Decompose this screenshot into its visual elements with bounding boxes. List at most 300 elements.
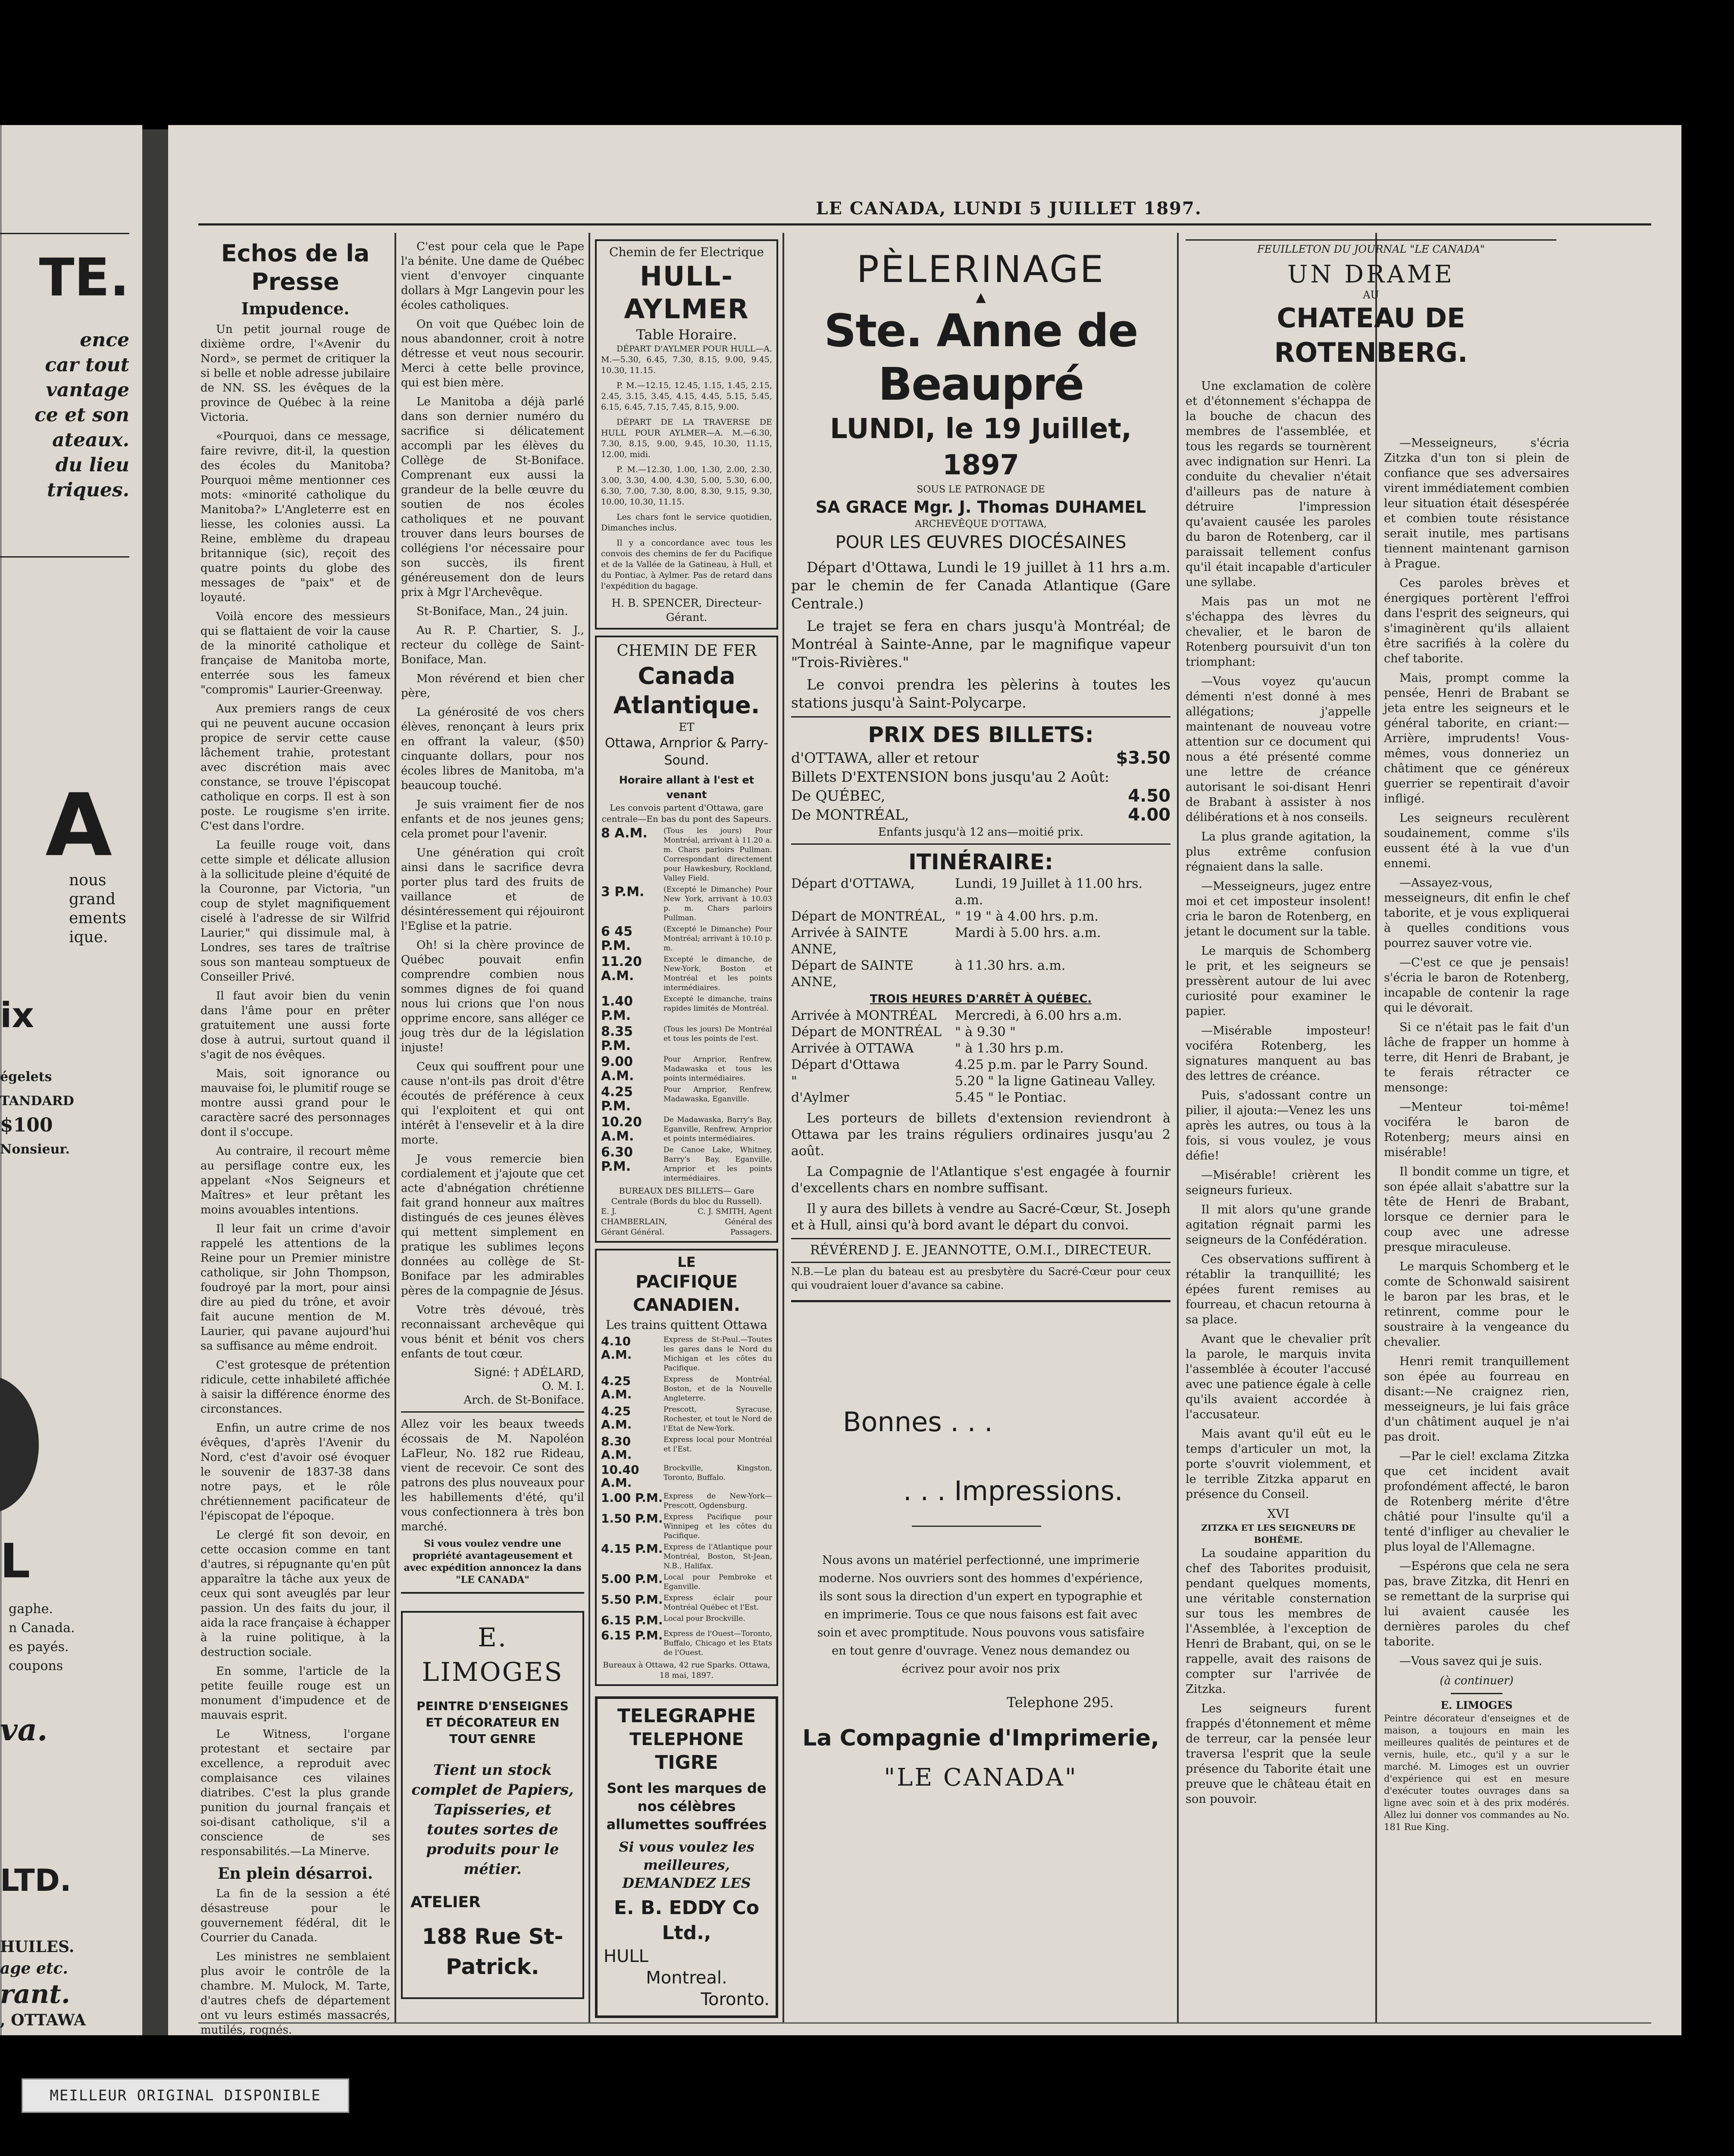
timetable-row [601, 1593, 772, 1612]
ad-atelier: ATELIER [410, 1893, 481, 1911]
ad-company: "LE CANADA" [884, 1764, 1078, 1792]
paragraph: —C'est ce que je pensais! s'écria le baron de Rotenberg, incapable de contenir la rage qui le dévorait. [1384, 956, 1569, 1015]
paragraph: Mais pas un mot ne s'échappa des lèvres du chevalier, et le baron de Rotenberg poursuivit d'un ton triomphant: [1186, 595, 1371, 669]
director: RÉVÉREND J. E. JEANNOTTE, O.M.I., DIRECTEUR. [810, 1243, 1152, 1258]
paragraph: Avant que le chevalier prît la parole, le marquis invita l'assemblée à écouter l'accusé avec une patience égale à celle qu'ils avaient accordée à l'accusateur. [1186, 1332, 1371, 1421]
itinerary-place: Arrivée à OTTAWA [791, 1041, 914, 1056]
ad-line: Chemin de fer Electrique [609, 245, 764, 259]
price-list [791, 749, 1171, 824]
paragraph: C'est grotesque de prétention ridicule, cette inhabileté affichée à saisir la différence énorme des circonstances. [200, 1359, 390, 1416]
ad-line: SA GRACE Mgr. J. Thomas DUHAMEL [815, 498, 1146, 517]
paragraph: —Espérons que cela ne sera pas, brave Zitzka, dit Henri en se remettant de la surprise qui lui avaient causée les dernières paroles du chef taborite. [1384, 1560, 1569, 1648]
paragraph: Le marquis de Schomberg le prit, et les seigneurs se pressèrent autour de lui avec curiosité pour examiner le papier. [1186, 944, 1371, 1018]
ad-sign: C. J. SMITH, Agent Général des Passagers. [698, 1207, 772, 1237]
timetable-row [601, 1435, 772, 1462]
timetable-row: Les chars font le service quotidien, Dimanches inclus. [601, 512, 772, 533]
column-echos [200, 239, 390, 2035]
left-fragment: va. [0, 1712, 48, 1748]
timetable-text: Excepté le dimanche, trains rapides limités de Montréal. [664, 995, 772, 1013]
paragraph: Je suis vraiment fier de nos enfants et de nos jeunes gens; cela promet pour l'avenir. [401, 798, 584, 840]
itinerary-row [791, 1040, 1171, 1057]
ad-phone: Telephone 295. [1007, 1694, 1114, 1711]
paragraph: Les porteurs de billets d'extension reviendront à Ottawa par les trains réguliers ordinaires jusqu'au 2 août. [791, 1111, 1171, 1159]
timetable-time: 1.40 P.M. [601, 994, 633, 1023]
itinerary-place: d'Aylmer [791, 1090, 849, 1105]
left-fragment: Nonsieur. [0, 1142, 70, 1157]
itinerary-place: Départ de SAINTE ANNE, [791, 958, 914, 990]
paragraph: Il y aura des billets à vendre au Sacré-Cœur, St. Joseph et à Hull, ainsi qu'à bord avant le départ du convoi. [791, 1201, 1171, 1233]
timetable-row [601, 1055, 772, 1083]
timetable-text: Local pour Brockville. [664, 1614, 745, 1623]
itinerary-time: " 19 " à 4.00 hrs. p.m. [955, 909, 1099, 924]
ad-line: TIGRE [655, 1751, 718, 1774]
paragraph: Oh! si la chère province de Québec pouvait enfin comprendre combien nous sommes dignes de foi quand nous lui crions que l'on nous opprime encore, sans alléger ce joug très dur de la législation injuste! [401, 939, 584, 1054]
left-fragment-l: L [0, 1533, 31, 1589]
timetable-text: Express de l'Ouest—Toronto, Buffalo, Chicago et les Etats de l'Ouest. [664, 1629, 772, 1657]
ad-sign: H. B. SPENCER, Directeur-Gérant. [611, 597, 762, 624]
left-fragment: rant. [0, 1979, 70, 2009]
itinerary-row [791, 925, 1171, 958]
paragraph: Mais avant qu'il eût eu le temps d'articuler un mot, la porte s'ouvrit violemment, et le terrible Zitzka apparut en présence du Conseil. [1186, 1427, 1371, 1501]
timetable-text: Local pour Pembroke et Eganville. [664, 1573, 772, 1592]
timetable-text: (Excepté le Dimanche) Pour New York, arrivant à 10.03 p. m. Chars parloirs Pullman. [664, 885, 772, 922]
paragraph: La générosité de vos chers élèves, renonçant à leurs prix en offrant la valeur, ($50) cinquante dollars, pour nos écoles libres de Manitoba, m'a beaucoup touché. [401, 706, 584, 792]
column-manitoba [401, 239, 584, 2035]
ad-canada-atlantique [595, 636, 778, 1243]
left-fragment: du lieu [55, 454, 129, 476]
ad-line: Sont les marques de nos célèbres allumettes souffrées [606, 1780, 767, 1833]
timetable-row: P. M.—12.30, 1.00, 1.30, 2.00, 2.30, 3.00, 3.30, 4.00, 4.30, 5.00, 5.30, 6.00, 6.30, 7.00, 7.30, 8.00, 8.30, 9.15, 9.30, 10.00, 10.30, 11.15. [601, 465, 772, 507]
timetable-row [601, 994, 772, 1023]
itinerary-list [791, 1008, 1171, 1106]
paragraph: La feuille rouge voit, dans cette simple et délicate allusion à la sollicitude pleine d'équité de la Couronne, par Victoria, "un coup de stylet magnifiquement ciselé à l'adresse de sir Wilfrid Laurier," qui dissimule mal, à Londres, ses tares de traîtrise sous son manteau somptueux de Conseiller Privé. [200, 839, 390, 984]
ad-text [791, 1110, 1171, 1234]
left-fragment: LTD. [0, 1863, 72, 1898]
article-body [401, 239, 584, 1361]
itinerary-time: 5.45 " le Pontiac. [955, 1090, 1067, 1105]
left-fragment: , OTTAWA [0, 2011, 86, 2029]
timetable-time: 8.30 A.M. [601, 1434, 632, 1462]
paragraph: La Compagnie de l'Atlantique s'est engagée à fournir d'excellents chars en nombre suffisant. [791, 1164, 1171, 1196]
article-title: En plein désarroi. [217, 1865, 373, 1883]
paragraph: Il leur fait un crime d'avoir rappelé les attentions de la Reine pour un Premier ministre catholique, sir John Thompson, foudroyé par la mort, pour ainsi dire au pied du trône, et avoir fait aucune mention de M. Laurier, qui pavane aujourd'hui sa suffisance au même endroit. [200, 1222, 390, 1353]
itinerary-list [791, 876, 1171, 990]
paragraph: La soudaine apparition du chef des Taborites produisit, pendant quelques moments, une véritable consternation sur tous les membres de l'Assemblée, à l'exception de Henri de Brabant, qui, on se le rappelle, avait des raisons de compter sur l'arrivée de Zitzka. [1186, 1547, 1371, 1696]
itinerary-row [791, 1090, 1171, 1106]
paragraph: Le trajet se fera en chars jusqu'à Montréal; de Montréal à Sainte-Anne, par le magnifique vapeur "Trois-Rivières." [791, 617, 1171, 671]
timetable [601, 1335, 772, 1658]
timetable-row [601, 955, 772, 993]
price-row [791, 768, 1171, 787]
column-pelerinage: PÈLERINAGE ▲ Ste. Anne de Beaupré LUNDI, le 19 Juillet, 1897 SOUS LE PATRONAGE DE SA GRACE Mgr. J. Thomas DUHAMEL ARCHEVÊQUE D'OTTAWA, POUR LES ŒUVRES DIOCÉSAINES Départ d'Ottawa, Lundi le 19 juillet à 11 hrs a.m. par le chemin de fer Canada Atlantique (Gare Centrale.) Le trajet se fera en chars jusqu'à Montréal; de Montréal à Sainte-Anne, par le magnifique vapeur "Trois-Rivières." Le convoi prendra les pèlerins à toutes les stations jusqu'à Saint-Polycarpe. PRIX DES BILLETS: d'OTTAWA, aller et retour $3.50 Billets D'EXTENSION bons jusqu'au 2 Août: De QUÉBEC, 4.50 De MONTRÉAL, 4.00 Enfants jusqu'à 12 ans—moitié prix. ITINÉRAIRE: Départ d'OTTAWA, Lundi, 19 Juillet à 11.00 hrs. a.m. Départ de MONTRÉAL, " 19 " à 4.00 hrs. p.m. Arrivée à SAINTE ANNE, Mardi à 5.00 hrs. a.m. Départ de SAINTE ANNE, à 11.30 hrs. a.m. TROIS HEURES D'ARRÊT À QUÉBEC. Arrivée à MONTRÉAL Mercredi, à 6.00 hrs a.m. Départ de MONTRÉAL " à 9.30 " Arrivée à OTTAWA " à 1.30 hrs p.m. Départ d'Ottawa 4.25 p.m. par le Parry Sound. " 5.20 " la ligne Gatineau Valley. d'Aylmer 5.45 " le Pontiac. Les porteurs de billets d'extension reviendront à Ottawa par les trains réguliers ordinaires jusqu'au 2 août. La Compagnie de l'Atlantique s'est engagée à fournir d'excellents chars en nombre suffisant. Il y aura des billets à vendre au Sacré-Cœur, St. Joseph et à Hull, ainsi qu'à bord avant le départ du convoi. RÉVÉREND J. E. JEANNOTTE, O.M.I., DIRECTEUR. N.B.—Le plan du bateau est au presbytère du Sacré-Cœur pour ceux qui voudraient louer d'avance sa cabine. Bonnes . . . . . . Impressions. Nous avons un matériel perfectionné, une imprimerie moderne. Nos ouvriers sont des hommes d'expérience, ils sont sous la direction d'un expert en typographie et en imprimerie. Tous ce que nous faisons est fait avec soin et avec promptitude. Nous pouvons vous satisfaire en tout genre d'ouvrage. Venez nous demandez ou écrivez pour avoir nos prix Telephone 295. La Compagnie d'Imprimerie, "LE CANADA" [791, 239, 1171, 1827]
paragraph: Les seigneurs reculèrent soudainement, comme s'ils eussent été à la vue d'un ennemi. [1384, 812, 1569, 870]
signature [401, 1366, 584, 1407]
itinerary-row [791, 876, 1171, 909]
itinerary-place: " [791, 1074, 797, 1089]
left-fragment: HUILES. [0, 1938, 75, 1956]
timetable-time: 10.20 A.M. [601, 1115, 642, 1144]
story-title: CHATEAU DE ROTENBERG. [1274, 302, 1468, 368]
itinerary-place: Départ d'Ottawa [791, 1057, 900, 1072]
ad-title: PÈLERINAGE [856, 248, 1105, 291]
timetable-row [601, 1025, 772, 1053]
signature-line: Signé: † ADÉLARD, [474, 1366, 584, 1379]
left-fragment-a: A [45, 775, 112, 876]
timetable-row [601, 1463, 772, 1490]
itinerary-time: 4.25 p.m. par le Parry Sound. [955, 1057, 1149, 1072]
paragraph: Ces paroles brèves et énergiques portèrent l'effroi dans l'esprit des seigneurs, qui s'imaginèrent qu'ils allaient être sacrifiés à la colère du chef taborite. [1384, 577, 1569, 665]
timetable-row [601, 1614, 772, 1627]
paragraph: Ces observations suffirent à rétablir la tranquillité; les épées furent remises au fourreau, et chacun retourna à sa place. [1186, 1253, 1371, 1326]
timetable-time: 4.25 A.M. [601, 1374, 632, 1401]
price-row [791, 749, 1171, 768]
column-feuilleton-2 [1384, 436, 1569, 1833]
timetable-text: Express de Montréal, Boston, et de la Nouvelle Angleterre. [664, 1375, 772, 1403]
story-title: AU [1363, 289, 1379, 301]
ad-pacifique-canadien [595, 1249, 778, 1686]
timetable-row [601, 924, 772, 953]
left-fragment: es payés. [9, 1639, 69, 1655]
ad-line: Horaire allant à l'est et venant [619, 774, 754, 801]
section-heading: Echos de la Presse [221, 240, 370, 295]
ad-line: E. B. EDDY Co Ltd., [613, 1896, 760, 1944]
ad-line: POUR LES ŒUVRES DIOCÉSAINES [835, 533, 1127, 552]
timetable-text: De Canoe Lake, Whitney, Barry's Bay, Eganville, Arnprior et les points intermédiaires. [664, 1146, 772, 1183]
ad-name: E. LIMOGES [1440, 1699, 1513, 1711]
itinerary-time: Mercredi, à 6.00 hrs a.m. [955, 1008, 1122, 1023]
left-page-fragment [0, 125, 142, 2035]
timetable-row [601, 1085, 772, 1113]
ad-footer: Bureaux à Ottawa, 42 rue Sparks. Ottawa, 18 mai, 1897. [603, 1660, 770, 1680]
paragraph: La plus grande agitation, la plus extrême confusion régnaient dans la salle. [1186, 830, 1371, 874]
itinerary-row [791, 1057, 1171, 1073]
paragraph: —Par le ciel! exclama Zitzka que cet incident avait profondément affecté, le baron de Rotenberg mérite d'être châtié pour l'insulte qu'il a tenté d'infliger au chevalier le plus loyal de l'Allemagne. [1384, 1450, 1569, 1554]
timetable-time: 4.25 A.M. [601, 1404, 632, 1432]
ad-line: Les convois partent d'Ottawa, gare centrale—En bas du pont des Sapeurs. [601, 802, 772, 824]
timetable-text: Pour Arnprior, Renfrew, Madawaska, Eganville. [664, 1085, 772, 1103]
left-fragment: ements [69, 909, 126, 927]
left-fragment: car tout [45, 354, 129, 376]
ad-line: Toronto. [701, 1989, 770, 2009]
paragraph: Les ministres ne semblaient plus avoir le contrôle de la chambre. M. Mulock, M. Tarte, d'autres chefs de département ont vu leurs estimés massacrés, mutilés, rognés. [200, 1950, 390, 2035]
timetable-time: 6 45 P.M. [601, 924, 633, 953]
paragraph: —Misérable imposteur! vociféra Rotenberg, les signatures manquent au bas des lettres de créance. [1186, 1024, 1371, 1083]
price-row [791, 787, 1171, 805]
seal-icon [0, 1376, 39, 1514]
ad-line: Table Horaire. [636, 326, 737, 343]
chapter-title: ZITZKA ET LES SEIGNEURS DE BOHÊME. [1201, 1523, 1355, 1545]
timetable [601, 826, 772, 1183]
timetable-text: Prescott, Syracuse, Rochester, et tout le Nord de l'Etat de New-York. [664, 1405, 772, 1433]
ad-limoges [401, 1611, 584, 1999]
paragraph: Voilà encore des messieurs qui se flattaient de voir la cause de la minorité catholique et française de Manitoba morte, enterrée sous les fameux "compromis" Laurier-Greenway. [200, 610, 390, 696]
paragraph: Mon révérend et bien cher père, [401, 672, 584, 700]
left-fragment-price: $100 [0, 1114, 53, 1136]
story-body [1384, 436, 1569, 1669]
chapter-number: XVI [1267, 1507, 1290, 1521]
ad-text [791, 558, 1171, 712]
paragraph: Un petit journal rouge de dixième ordre, l'«Avenir du Nord», se permet de critiquer la si belle et noble adresse jubilaire de NN. SS. les évêques de la province de Québec à la reine Victoria. [200, 323, 390, 424]
ad-line: PEINTRE D'ENSEIGNES ET DÉCORATEUR EN TOUT GENRE [416, 1699, 569, 1746]
story-title: UN DRAME [1287, 260, 1455, 288]
timetable-time: 3 P.M. [601, 884, 645, 899]
paragraph: En somme, l'article de la petite feuille rouge est un monument d'impudence et de mauvais esprit. [200, 1665, 390, 1722]
timetable-text: Express de l'Atlantique pour Montréal, Boston, St-Jean, N.B., Halifax. [664, 1543, 772, 1571]
ad-place: Ste. Anne de Beaupré [824, 304, 1138, 411]
timetable-row: DÉPART D'AYLMER POUR HULL—A. M.—5.30, 6.45, 7.30, 8.15, 9.00, 9.45, 10.30, 11.15. [601, 344, 772, 375]
timetable-time: 9.00 A.M. [601, 1054, 634, 1084]
left-fragment: coupons [9, 1658, 63, 1673]
price-label: De MONTRÉAL, [791, 806, 909, 823]
timetable-time: 6.15 P.M. [601, 1613, 663, 1628]
ad-line: Montreal. [646, 1968, 727, 1988]
timetable-text: Excepté le dimanche, de New-York, Boston et Montréal et les points intermédiaires. [664, 955, 772, 992]
ad-line: Les trains quittent Ottawa [605, 1318, 767, 1332]
timetable-time: 1.50 P.M. [601, 1511, 663, 1526]
paragraph: Au R. P. Chartier, S. J., recteur du collège de Saint-Boniface, Man. [401, 624, 584, 666]
paragraph: —Messeigneurs, s'écria Zitzka d'un ton si plein de confiance que ses adversaires virent immédiatement combien leur situation était désespérée et combien toute résistance serait inutile, mes partisans tiennent maintenant garnison à Prague. [1384, 436, 1569, 570]
ad-date: LUNDI, le 19 Juillet, 1897 [829, 413, 1132, 481]
ad-line: CHEMIN DE FER [617, 642, 757, 660]
paragraph: Votre très dévoué, très reconnaissant archevêque qui vous bénit et bénit vos chers enfants de tout cœur. [401, 1304, 584, 1360]
timetable-text: Brockville, Kingston, Toronto, Buffalo. [664, 1463, 772, 1482]
paragraph: —Menteur toi-même! vociféra le baron de Rotenberg; meurs ainsi en misérable! [1384, 1100, 1569, 1159]
newspaper-page [168, 125, 1681, 2035]
timetable-time: 5.00 P.M. [601, 1572, 663, 1586]
ad-footer: BUREAUX DES BILLETS— Gare Centrale (Bords du bloc du Russell). [611, 1186, 762, 1206]
paragraph: Une génération qui croît ainsi dans le sacrifice devra porter plus tard des fruits de vaillance et de désintéressement qui réjouiront l'Eglise et la patrie. [401, 846, 584, 933]
ad-line: Ottawa, Arnprior & Parry-Sound. [604, 736, 769, 768]
price-note: Enfants jusqu'à 12 ans—moitié prix. [878, 826, 1084, 839]
left-fragment: vantage [46, 379, 129, 401]
paragraph: Aux premiers rangs de ceux qui ne peuvent aucune occasion propice de servir cette cause lâchement trahie, protestant avec discrétion mais avec constance, se trouve l'épiscopat catholique en corps. Il est à son poste. Le rougisme s'en irrite. C'est dans l'ordre. [200, 702, 390, 833]
ad-hull-aylmer [595, 239, 778, 630]
price-row [791, 805, 1171, 824]
left-fragment: triques. [47, 479, 129, 501]
itinerary-place: Arrivée à MONTRÉAL [791, 1008, 937, 1023]
timetable-text: (Excepté le Dimanche) Pour Montréal; arrivant à 10.10 p. m. [664, 925, 772, 953]
paragraph: Le Manitoba a déjà parlé dans son dernier numéro du sacrifice si délicatement accompli par les élèves du Collège de St-Boniface. Comprenant eux aussi la grandeur de la belle œuvre du soutien de nos écoles catholiques et ne pouvant trouver dans leurs bourses de collégiens l'or nécessaire pour son succès, ils firent généreusement don de leurs prix à Mgr l'Archevêque. [401, 395, 584, 599]
ad-line: TELEPHONE [629, 1729, 744, 1749]
left-fragment: ence [80, 329, 129, 351]
timetable-row [601, 1573, 772, 1592]
timetable-time: 11.20 A.M. [601, 954, 642, 984]
itinerary-time: 5.20 " la ligne Gatineau Valley. [955, 1074, 1156, 1089]
itinerary-row [791, 909, 1171, 925]
paragraph: Il mit alors qu'une grande agitation régnait parmi les seigneurs de la Confédération. [1186, 1203, 1371, 1247]
timetable-row [601, 1335, 772, 1373]
itinerary-row [791, 1024, 1171, 1040]
timetable-row [601, 1375, 772, 1403]
timetable-time: 6.15 P.M. [601, 1628, 663, 1642]
left-fragment: ateaux. [52, 429, 129, 451]
timetable-text: Express de St-Paul.—Toutes les gares dans le Nord du Michigan et les côtes du Pacifique. [664, 1335, 772, 1373]
timetable-row [601, 826, 772, 883]
article-title: Impudence. [241, 299, 350, 318]
itinerary-place: Départ de MONTRÉAL [791, 1025, 942, 1040]
ad-address: 188 Rue St-Patrick. [422, 1924, 563, 1979]
paragraph: C'est pour cela que le Pape l'a bénite. Une dame de Québec vient d'envoyer cinquante dollars à Mgr Langevin pour les écoles catholiques. [401, 240, 584, 312]
paragraph: Le clergé fit son devoir, en cette occasion comme en tant d'autres, si répugnante qu'en pût apparaître la tâche aux yeux de ceux qui sont aveuglés par leur passion. Un des faits du jour, il aida la race française à échapper à la ruine politique, à la destruction sociale. [200, 1529, 390, 1659]
ad-line: ET [679, 721, 695, 734]
itinerary-time: Lundi, 19 Juillet à 11.00 hrs. a.m. [955, 876, 1143, 908]
left-fragment-ix: ix [0, 995, 34, 1035]
timetable-row [601, 1512, 772, 1541]
paragraph: —Messeigneurs, jugez entre moi et cet imposteur insolent! cria le baron de Rotenberg, en jetant le document sur la table. [1186, 880, 1371, 938]
timetable-time: 8 A.M. [601, 826, 648, 841]
left-fragment: ique. [69, 928, 108, 946]
itinerary-time: à 11.30 hrs. a.m. [955, 958, 1066, 973]
price-value: $3.50 [1116, 748, 1171, 768]
itinerary-title: ITINÉRAIRE: [908, 849, 1053, 874]
paragraph: Henri remit tranquillement son épée au fourreau en disant:—Ne craignez rien, messeigneurs, je lui fais grâce d'un châtiment auquel je n'ai pas droit. [1384, 1355, 1569, 1444]
ad-line: Si vous voulez les meilleures, DEMANDEZ LES [619, 1838, 754, 1891]
price-title: PRIX DES BILLETS: [868, 722, 1094, 747]
article-body [200, 1887, 390, 2035]
paragraph: La fin de la session a été désastreuse pour le gouvernement fédéral, dit le Courrier du Canada. [200, 1887, 390, 1944]
timetable-text: (Tous les jours) De Montréal et tous les points de l'est. [664, 1025, 772, 1043]
left-fragment: égelets [0, 1069, 52, 1084]
timetable-row: P. M.—12.15, 12.45, 1.15, 1.45, 2.15, 2.45, 3.15, 3.45, 4.15, 4.45, 5.15, 5.45, 6.15, 6.45, 7.15, 7.45, 8.15, 9.00. [601, 381, 772, 412]
ad-line: ARCHEVÊQUE D'OTTAWA, [915, 519, 1047, 530]
paragraph: Le convoi prendra les pèlerins à toutes les stations jusqu'à Saint-Polycarpe. [791, 676, 1171, 711]
paragraph: Départ d'Ottawa, Lundi le 19 juillet à 11 hrs a.m. par le chemin de fer Canada Atlantique (Gare Centrale.) [791, 559, 1171, 612]
left-fragment: ce et son [34, 404, 129, 426]
timetable-row [601, 1145, 772, 1183]
continued-label: (à continuer) [1440, 1674, 1514, 1687]
ad-imprimerie [791, 1310, 1171, 1827]
ad-line: HULL [604, 1946, 648, 1966]
ad-line: TELEGRAPHE [617, 1705, 756, 1727]
ad-sign: E. J. CHAMBERLAIN, Gérant Général. [601, 1207, 667, 1237]
notice-property: Si vous voulez vendre une propriété avantageusement et avec expédition annoncez la dans "LE CANADA" [404, 1538, 582, 1586]
price-value: 4.00 [1128, 805, 1171, 825]
itinerary-place: Départ d'OTTAWA, [791, 876, 915, 891]
timetable-row [601, 1405, 772, 1433]
itinerary-time: " à 1.30 hrs p.m. [955, 1041, 1064, 1056]
left-fragment-te: TE. [39, 248, 129, 308]
timetable-time: 4.25 P.M. [601, 1084, 633, 1114]
paragraph: Le marquis Schomberg et le comte de Schonwald saisirent le baron par les bras, et le retinrent, comme pour le soustraire à la vengeance du chevalier. [1384, 1260, 1569, 1349]
paragraph: Le Witness, l'organe protestant et sectaire par excellence, a reproduit avec complaisance ces vilaines diatribes. C'est la plus grande punition du journal français et soi-disant catholique, s'il a conscience de ses responsabilités.—La Minerve. [200, 1728, 390, 1858]
left-fragment: nous [69, 871, 106, 889]
timetable-row [601, 1542, 772, 1571]
itinerary-row [791, 1073, 1171, 1090]
price-value: 4.50 [1128, 786, 1171, 806]
paragraph: Mais, prompt comme la pensée, Henri de Brabant se jeta entre les seigneurs et le général taborite, en criant:—Arrière, imprudents! Vous-mêmes, vous donneriez un châtiment que ce généreux guerrier se repentirait d'avoir infligé. [1384, 671, 1569, 805]
paragraph: —Assayez-vous, messeigneurs, dit enfin le chef taborite, et je vous expliquerai à quelles conditions vous pourrez sauver votre vie. [1384, 876, 1569, 950]
paragraph: Une exclamation de colère et d'étonnement s'échappa de la bouche de chacun des membres de l'assemblée, et tous les regards se tournèrent avec indignation sur Henri. La conduite du chevalier n'était d'ailleurs pas de nature à détruire l'impression qu'avaient causée les paroles du baron de Rotenberg, car il paraissait tellement confus qu'il était incapable d'articuler une syllabe. [1186, 379, 1371, 589]
timetable-time: 10.40 A.M. [601, 1462, 639, 1490]
feuilleton-label: FEUILLETON DU JOURNAL "LE CANADA" [1257, 243, 1485, 255]
page-header: LE CANADA, LUNDI 5 JUILLET 1897. [816, 198, 1202, 219]
itinerary-place: Arrivée à SAINTE ANNE, [791, 925, 908, 957]
ad-eddy [595, 1696, 778, 2018]
ad-name: E. LIMOGES [422, 1623, 563, 1687]
timetable-row [601, 1629, 772, 1658]
timetable-time: 5.50 P.M. [601, 1592, 663, 1607]
timetable-time: 1.00 P.M. [601, 1491, 663, 1505]
left-fragment: n Canada. [9, 1620, 75, 1636]
story-body [1186, 1546, 1371, 1807]
paragraph: «Pourquoi, dans ce message, faire revivre, dit-il, la question des écoles du Manitoba? Pourquoi même mentionner ces mots: «minorité catholique du Manitoba?» L'Angleterre est en liesse, les colonies aussi. La Reine, emblème du drapeau britannique (sic), reçoit des quatre points du globe des messages de "paix" et de loyauté. [200, 430, 390, 604]
signature-line: Arch. de St-Boniface. [463, 1394, 584, 1407]
paragraph: On voit que Québec loin de nous abandonner, croit à notre détresse et veut nous secourir. Merci à cette belle province, qui est bien mère. [401, 318, 584, 389]
ad-title: PACIFIQUE CANADIEN. [633, 1272, 740, 1315]
itinerary-place: Départ de MONTRÉAL, [791, 909, 946, 924]
paragraph: Puis, s'adossant contre un pilier, il ajouta:—Venez les uns après les autres, ou tous à la fois, si vous voulez, je vous défie! [1186, 1089, 1371, 1163]
timetable-text: De Madawaska, Barry's Bay, Eganville, Renfrew, Arnprior et points intermédiaires. [664, 1116, 772, 1143]
paragraph: Mais, soit ignorance ou mauvaise foi, le plumitif rouge se montre aussi grand pour le caractère sacré des personnages dont il s'occupe. [200, 1067, 390, 1139]
ad-title: Canada Atlantique. [613, 662, 760, 719]
paragraph: Il faut avoir bien du venin dans l'âme pour en prêter gratuitement une aussi forte dose à autrui, surtout quand il s'agit de nos évêques. [200, 990, 390, 1061]
signature-line: O. M. I. [541, 1380, 584, 1393]
story-body [1186, 379, 1371, 1502]
article-body [200, 322, 390, 1859]
left-fragment: grand [69, 890, 116, 908]
paragraph: Il bondit comme un tigre, et son épée allait s'abattre sur la tête de Henri de Brabant, lorsque ce dernier para le coup avec une adresse presque miraculeuse. [1384, 1165, 1569, 1254]
timetable-text: (Tous les jours) Pour Montréal, arrivant à 11.20 a. m. Chars parloirs Pullman. Correspondant directement pour Hawkesbury, Rockland, Valley Field. [664, 827, 772, 883]
notice-tweeds: Allez voir les beaux tweeds écossais de M. Napoléon LaFleur, No. 182 rue Rideau, vient de recevoir. Ce sont des patrons des plus nouveaux pour les habillements d'été, qu'il vous confectionnera à très bon marché. [401, 1418, 584, 1533]
paragraph: Si ce n'était pas le fait d'un lâche de frapper un homme à terre, dit Henri de Brabant, je te ferais rétracter ce mensonge: [1384, 1021, 1569, 1094]
itinerary-stop: TROIS HEURES D'ARRÊT À QUÉBEC. [870, 993, 1092, 1006]
timetable-row [601, 1115, 772, 1144]
timetable-text: Express de New-York—Prescott, Ogdensburg. [664, 1492, 772, 1510]
timetable-time: 4.15 P.M. [601, 1542, 663, 1556]
ad-title: . . . Impressions. [903, 1475, 1123, 1507]
archive-label: MEILLEUR ORIGINAL DISPONIBLE [22, 2078, 349, 2113]
ad-title: HULL-AYLMER [624, 260, 749, 325]
paragraph: Enfin, un autre crime de nos évêques, d'après l'Avenir du Nord, c'est d'avoir osé évoquer le souvenir de 1837-38 dans notre pays, et le rôle chrétiennement pacificateur de l'épiscopat de l'époque. [200, 1422, 390, 1523]
paragraph: —Vous voyez qu'aucun démenti n'est donné à mes allégations; j'appelle maintenant de nouveau votre attention sur ce document qui nous a été présenté comme une lettre de créance autorisant le soi-disant Henri de Brabant à assister à nos délibérations et à nos conseils. [1186, 675, 1371, 824]
paragraph: —Misérable! crièrent les seigneurs furieux. [1186, 1169, 1371, 1197]
timetable [601, 344, 772, 592]
timetable-row: DÉPART DE LA TRAVERSE DE HULL POUR AYLMER—A. M.—6.30, 7.30, 8.15, 9.00, 9.45, 10.30, 11.15, 12.00, midi. [601, 417, 772, 459]
ad-line: LE [677, 1254, 696, 1270]
left-fragment: TANDARD [0, 1094, 74, 1109]
paragraph: Les seigneurs furent frappés d'étonnement et même de terreur, car la pensée leur traversa l'esprit que la seule présence du Taborite était une preuve que le château était en son pouvoir. [1186, 1702, 1371, 1806]
paragraph: Ceux qui souffrent pour une cause n'ont-ils pas droit d'être écoutés de préférence à ceux qui l'exploitent et qui ont intérêt à l'ensevelir et à la dire morte. [401, 1060, 584, 1147]
timetable-text: Express Pacifique pour Winnipeg et les côtes du Pacifique. [664, 1513, 772, 1541]
itinerary-time: " à 9.30 " [955, 1025, 1016, 1040]
timetable-row [601, 885, 772, 923]
ad-line: SOUS LE PATRONAGE DE [917, 484, 1045, 495]
ad-text: Nous avons un matériel perfectionné, une imprimerie moderne. Nos ouvriers sont des hommes d'expérience, ils sont sous la direction d'un expert en typographie et en imprimerie. Tous ce que nous faisons est fait avec soin et avec promptitude. Nous pouvons vous satisfaire en tout genre d'ouvrage. Venez nous demandez ou écrivez pour avoir nos prix [817, 1554, 1145, 1676]
timetable-time: 4.10 A.M. [601, 1334, 632, 1362]
price-label: De QUÉBEC, [791, 787, 886, 804]
ad-line: Tient un stock complet de Papiers, Tapisseries, et toutes sortes de produits pour le métier. [411, 1761, 574, 1878]
timetable-text: Pour Arnprior, Renfrew, Madawaska et tous les points intermédiaires. [664, 1055, 772, 1083]
ad-text: Peintre décorateur d'enseignes et de maison, a toujours en main les meilleures qualités de peintures et de vernis, huile, etc., qu'il y a sur le marché. M. Limoges est un ouvrier d'expérience qui est en mesure d'exécuter toutes ouvrages dans sa ligne avec soin et à des prix modérés. Allez lui donner vos commandes au No. 181 Rue King. [1384, 1713, 1569, 1832]
ad-title: Bonnes . . . [843, 1406, 993, 1438]
timetable-time: 6.30 P.M. [601, 1145, 633, 1174]
timetable-text: Express local pour Montréal et l'Est. [664, 1435, 772, 1454]
left-fragment: gaphe. [9, 1601, 53, 1617]
note: N.B.—Le plan du bateau est au presbytère du Sacré-Cœur pour ceux qui voudraient louer d'avance sa cabine. [791, 1266, 1171, 1291]
price-label: d'OTTAWA, aller et retour [791, 749, 979, 766]
itinerary-time: Mardi à 5.00 hrs. a.m. [955, 925, 1101, 940]
paragraph: St-Boniface, Man., 24 juin. [416, 605, 568, 618]
book-spine [142, 129, 168, 2035]
timetable-row [601, 1492, 772, 1510]
paragraph: Au contraire, il recourt même au persiflage contre eux, les appelant «Nos Seigneurs et Maîtres» et leur prêtant les moins avouables intentions. [200, 1145, 390, 1216]
left-fragment: age etc. [0, 1959, 68, 1977]
itinerary-row [791, 958, 1171, 990]
ad-company: La Compagnie d'Imprimerie, [802, 1725, 1159, 1751]
itinerary-row [791, 1008, 1171, 1024]
timetable-row: Il y a concordance avec tous les convois des chemins de fer du Pacifique et de la Vallée de la Gatineau, à Hull, et du Pontiac, à Aylmer. Pas de retard dans l'expédition du bagage. [601, 538, 772, 591]
paragraph: —Vous savez qui je suis. [1399, 1655, 1543, 1668]
